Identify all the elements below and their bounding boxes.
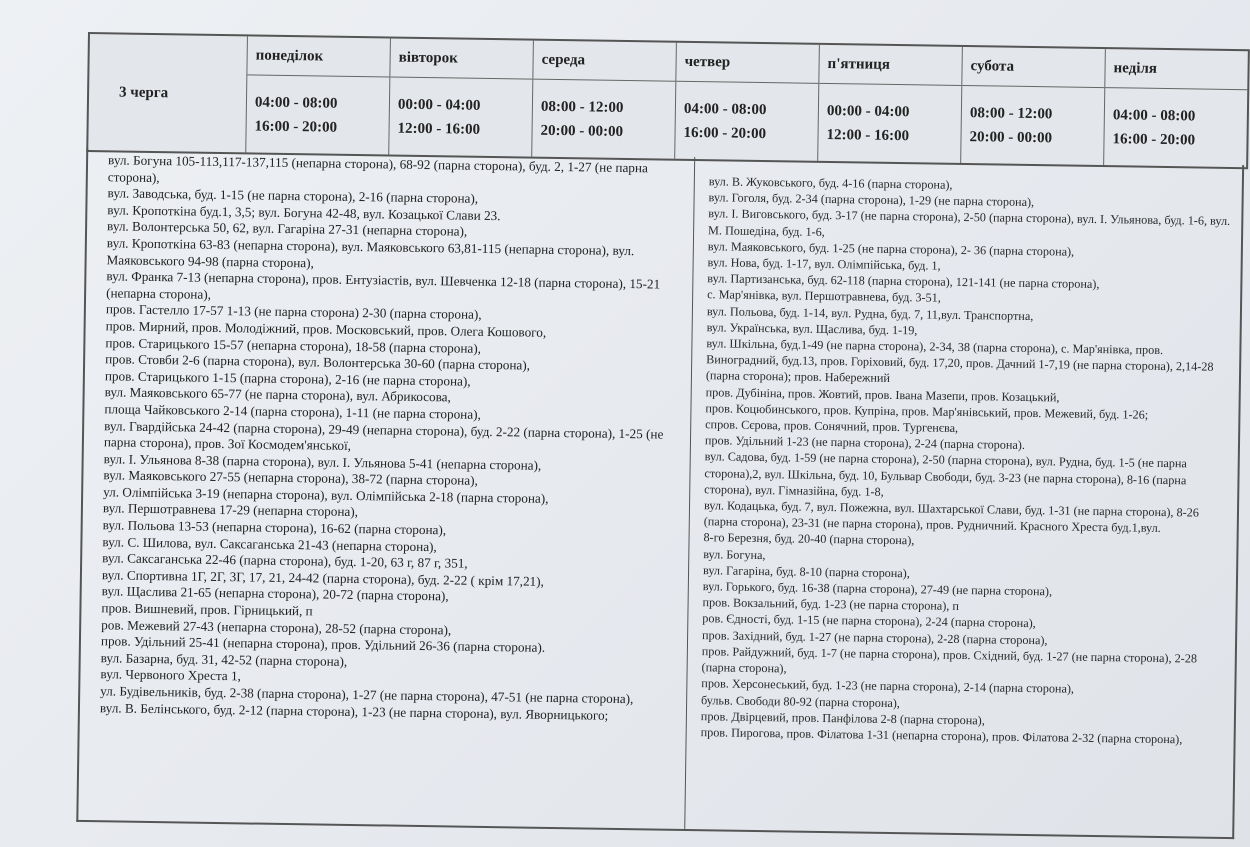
street-entry: вул. Садова, буд. 1-59 (не парна сторона), 2-50 (парна сторона), вул. Рудна, буд. 1-5 (не парна сторона),2, вул. Шкільна, буд. 10, Бульвар Свободи, буд. 3-23 (не парна сторона), 8-16 (парна сторона), вул. Гімназійна, буд. 1-8, [704,449,1187,499]
street-entry: вул. Партизанська, буд. 62-118 (парна сторона), 121-141 (не парна сторона), [707,271,1100,292]
day-thursday [675,43,820,161]
street-entry: вул. Заводська, буд. 1-15 (не парна сторона), 2-16 (парна сторона), [107,185,479,206]
street-entry: вул. Саксаганська 22-46 (парна сторона), буд. 1-20, 63 г, 87 г, 351, [102,550,468,571]
street-entry: с. Мар'янівка, вул. Першотравнева, буд. 3-51, [707,287,941,306]
street-entry: пров. Херсонеський, буд. 1-23 (не парна сторона), 2-14 (парна сторона), [701,676,1075,696]
day-name: субота [962,47,1105,88]
queue-label: 3 черга [88,34,248,152]
street-entry: пров. Мирний, пров. Молодіжний, пров. Московський, пров. Олега Кошового, [105,318,547,340]
street-entry: вул. І. Виговського, буд. 3-17 (не парна сторона), 2-50 (парна сторона), вул. І. Ульянова, буд. 1-6, вул. М. Пошедіна, буд. 1-6, [707,206,1231,239]
street-entry: пров. Вишневий, пров. Гірницький, п [101,600,313,619]
street-entry: вул. Першотравнева 17-29 (непарна сторона), [102,500,359,520]
street-entry: вул. Нова, буд. 1-17, вул. Олімпійська, буд. 1, [707,255,941,273]
day-name: вівторок [390,38,533,79]
street-entry: ров. Єдності, буд. 1-15 (не парна сторона), 2-24 (парна сторона), [702,611,1036,631]
street-entry: вул. Українська, вул. Щаслива, буд. 1-19, [706,320,918,338]
time-slot: 16:00 - 20:00 [254,117,338,136]
streets-table [76,148,1244,839]
street-entry: вул. С. Шилова, вул. Саксаганська 21-43 (непарна сторона), [102,533,437,554]
street-entry: вул. І. Ульянова 8-38 (парна сторона), вул. І. Ульянова 5-41 (непарна сторона), [103,450,542,473]
day-wednesday [532,41,677,159]
day-times [389,77,532,156]
street-entry: вул. Гоголя, буд. 2-34 (парна сторона), 1-29 (не парна сторона), [708,190,1035,210]
street-entry: пров. Старицького 15-57 (непарна сторона), 18-58 (парна сторона), [105,334,482,356]
street-entry: пров. Пирогова, пров. Філатова 1-31 (непарна сторона), пров. Філатова 2-32 (парна сторона), [700,725,1183,747]
street-entry: вул. Щаслива 21-65 (непарна сторона), 20-72 (парна сторона), [101,583,449,604]
day-saturday [961,47,1106,165]
street-entry: вул. Богуна 105-113,117-137,115 (непарна сторона), 68-92 (парна сторона), буд. 2, 1-27 (не парна сторона), [107,152,648,185]
street-entry: вул. В. Белінського, буд. 2-12 (парна сторона), 1-23 (не парна сторона), вул. Яворницького; [99,699,609,723]
time-slot: 20:00 - 00:00 [969,128,1053,146]
street-entry: вул. Шкільна, буд.1-49 (не парна сторона), 2-34, 38 (парна сторона), с. Мар'янівка, пров. Виноградний, буд.13, пров. Горіховий, буд. 17,20, пров. Дачний 1-7,19 (не парна сторона), 2,14-28 (парна сторона); пров. Набережний [705,336,1214,386]
street-entry: вул. В. Жуковського, буд. 4-16 (парна сторона), [708,174,953,192]
day-monday [246,36,391,154]
street-entry: пров. Дубініна, пров. Жовтий, пров. Івана Мазепи, пров. Козацький, [705,384,1060,405]
street-entry: ул. Олімпійська 3-19 (непарна сторона), вул. Олімпійська 2-18 (парна сторона), [103,484,549,506]
time-slot: 04:00 - 08:00 [254,93,338,112]
time-slot: 12:00 - 16:00 [826,126,910,144]
time-slot: 16:00 - 20:00 [1112,130,1196,148]
street-entry: пров. Двірцевий, пров. Панфілова 2-8 (парна сторона), [700,708,985,728]
street-entry: вул. Базарна, буд. 31, 42-52 (парна сторона), [100,650,348,669]
street-entry: вул. Червоного Хреста 1, [100,666,242,684]
street-entry: пров. Райдужний, буд. 1-7 (не парна сторона), пров. Східний, буд. 1-27 (не парна сторона), 2-28 (парна сторона), [701,644,1198,676]
time-slot: 00:00 - 04:00 [397,96,481,114]
street-entry: вул. Кропоткіна буд.1, 3,5; вул. Богуна 42-48, вул. Козацької Слави 23. [107,202,501,223]
street-entry: пров. Удільний 25-41 (непарна сторона), пров. Удільний 26-36 (парна сторона). [100,633,546,656]
day-friday [818,45,963,163]
street-entry: пров. Гастелло 17-57 1-13 (не парна сторона) 2-30 (парна сторона), [105,301,482,323]
street-entry: пров. Стовби 2-6 (парна сторона), вул. Волонтерська 30-60 (парна сторона), [105,351,531,373]
time-slot: 20:00 - 00:00 [540,122,624,140]
street-entry: вул. Гагаріна, буд. 8-10 (парна сторона), [702,563,910,581]
street-entry: вул. Горького, буд. 16-38 (парна сторона), 27-49 (не парна сторона), [702,579,1053,599]
streets-right-column [685,157,1242,837]
street-entry: пров. Західний, буд. 1-27 (не парна сторона), 2-28 (парна сторона), [701,627,1048,647]
time-slot: 04:00 - 08:00 [683,100,767,118]
day-tuesday [389,38,534,156]
time-slot: 04:00 - 08:00 [1112,106,1196,124]
street-entry: вул. Гвардійська 24-42 (парна сторона), 29-49 (непарна сторона), буд. 2-22 (парна сторона), 1-25 (не парна сторона), пров. Зої Космодем'янської, [103,417,664,454]
street-entry: бульв. Свободи 80-92 (парна сторона), [701,692,901,710]
day-times [1104,88,1247,167]
street-entry: вул. Спортивна 1Г, 2Г, 3Г, 17, 21, 24-42 (парна сторона), буд. 2-22 ( крім 17,21), [101,567,545,589]
street-entry: площа Чайковського 2-14 (парна сторона), 1-11 (не парна сторона), [104,401,481,422]
day-name: середа [533,41,676,82]
street-entry: вул. Маяковського 65-77 (не парна сторона), вул. Абрикосова, [104,384,451,405]
street-entry: пров. Коцюбинського, пров. Купріна, пров. Мар'янівський, пров. Межевий, буд. 1-26; [705,401,1149,422]
street-entry: вул. Франка 7-13 (непарна сторона), пров. Ентузіастів, вул. Шевченка 12-18 (парна сторона), 15-21 (непарна сторона), [106,268,661,302]
time-slot: 12:00 - 16:00 [397,120,481,138]
schedule-sheet [76,32,1246,839]
streets-left-column [78,148,695,829]
street-entry: ров. Межевий 27-43 (непарна сторона), 28-52 (парна сторона), [101,616,452,638]
schedule-header [86,32,1250,169]
street-entry: пров. Вокзальний, буд. 1-23 (не парна сторона), п [702,595,960,614]
street-entry: вул. Богуна, [703,546,766,562]
street-entry: вул. Кодацька, буд. 7, вул. Пожежна, вул. Шахтарської Слави, буд. 1-31 (не парна сторона), 8-26 (парна сторона), 23-31 (не парна сторона), пров. Рудничний. Красного Хреста буд.1,вул. [703,498,1200,536]
day-times [532,80,675,159]
street-entry: вул. Польова, буд. 1-14, вул. Рудна, буд. 7, 11,вул. Транспортна, [706,303,1034,323]
day-name: четвер [676,43,819,84]
time-slot: 00:00 - 04:00 [826,102,910,120]
street-entry: вул. Кропоткіна 63-83 (непарна сторона), вул. Маяковського 63,81-115 (непарна сторона), вул. Маяковського 94-98 (парна сторона), [106,235,635,270]
day-times [961,86,1104,165]
time-slot: 08:00 - 12:00 [969,104,1053,122]
time-slot: 16:00 - 20:00 [683,124,767,142]
day-times [818,84,961,163]
day-times [246,75,389,154]
day-name: неділя [1105,49,1248,90]
day-name: понеділок [247,36,390,77]
street-entry: ул. Будівельників, буд. 2-38 (парна сторона), 1-27 (не парна сторона), 47-51 (не парна сторона), [100,683,634,707]
street-entry: пров. Удільний 1-23 (не парна сторона), 2-24 (парна сторона). [704,433,1026,453]
time-slot: 08:00 - 12:00 [540,98,624,116]
day-times [675,82,818,161]
street-entry: спров. Сєрова, пров. Сонячний, пров. Тургенєва, [705,417,959,435]
street-entry: вул. Маяковського 27-55 (непарна сторона), 38-72 (парна сторона), [103,467,478,489]
street-entry: вул. Польова 13-53 (непарна сторона), 16-62 (парна сторона), [102,517,447,538]
street-entry: вул. Волонтерська 50, 62, вул. Гагаріна 27-31 (непарна сторона), [107,218,468,240]
street-entry: 8-го Березня, буд. 20-40 (парна сторона), [703,530,915,548]
day-sunday [1104,49,1248,167]
day-name: п'ятниця [819,45,962,86]
street-entry: пров. Старицького 1-15 (парна сторона), 2-16 (не парна сторона), [104,368,471,389]
street-entry: вул. Маяковського, буд. 1-25 (не парна сторона), 2- 36 (парна сторона), [707,239,1075,259]
